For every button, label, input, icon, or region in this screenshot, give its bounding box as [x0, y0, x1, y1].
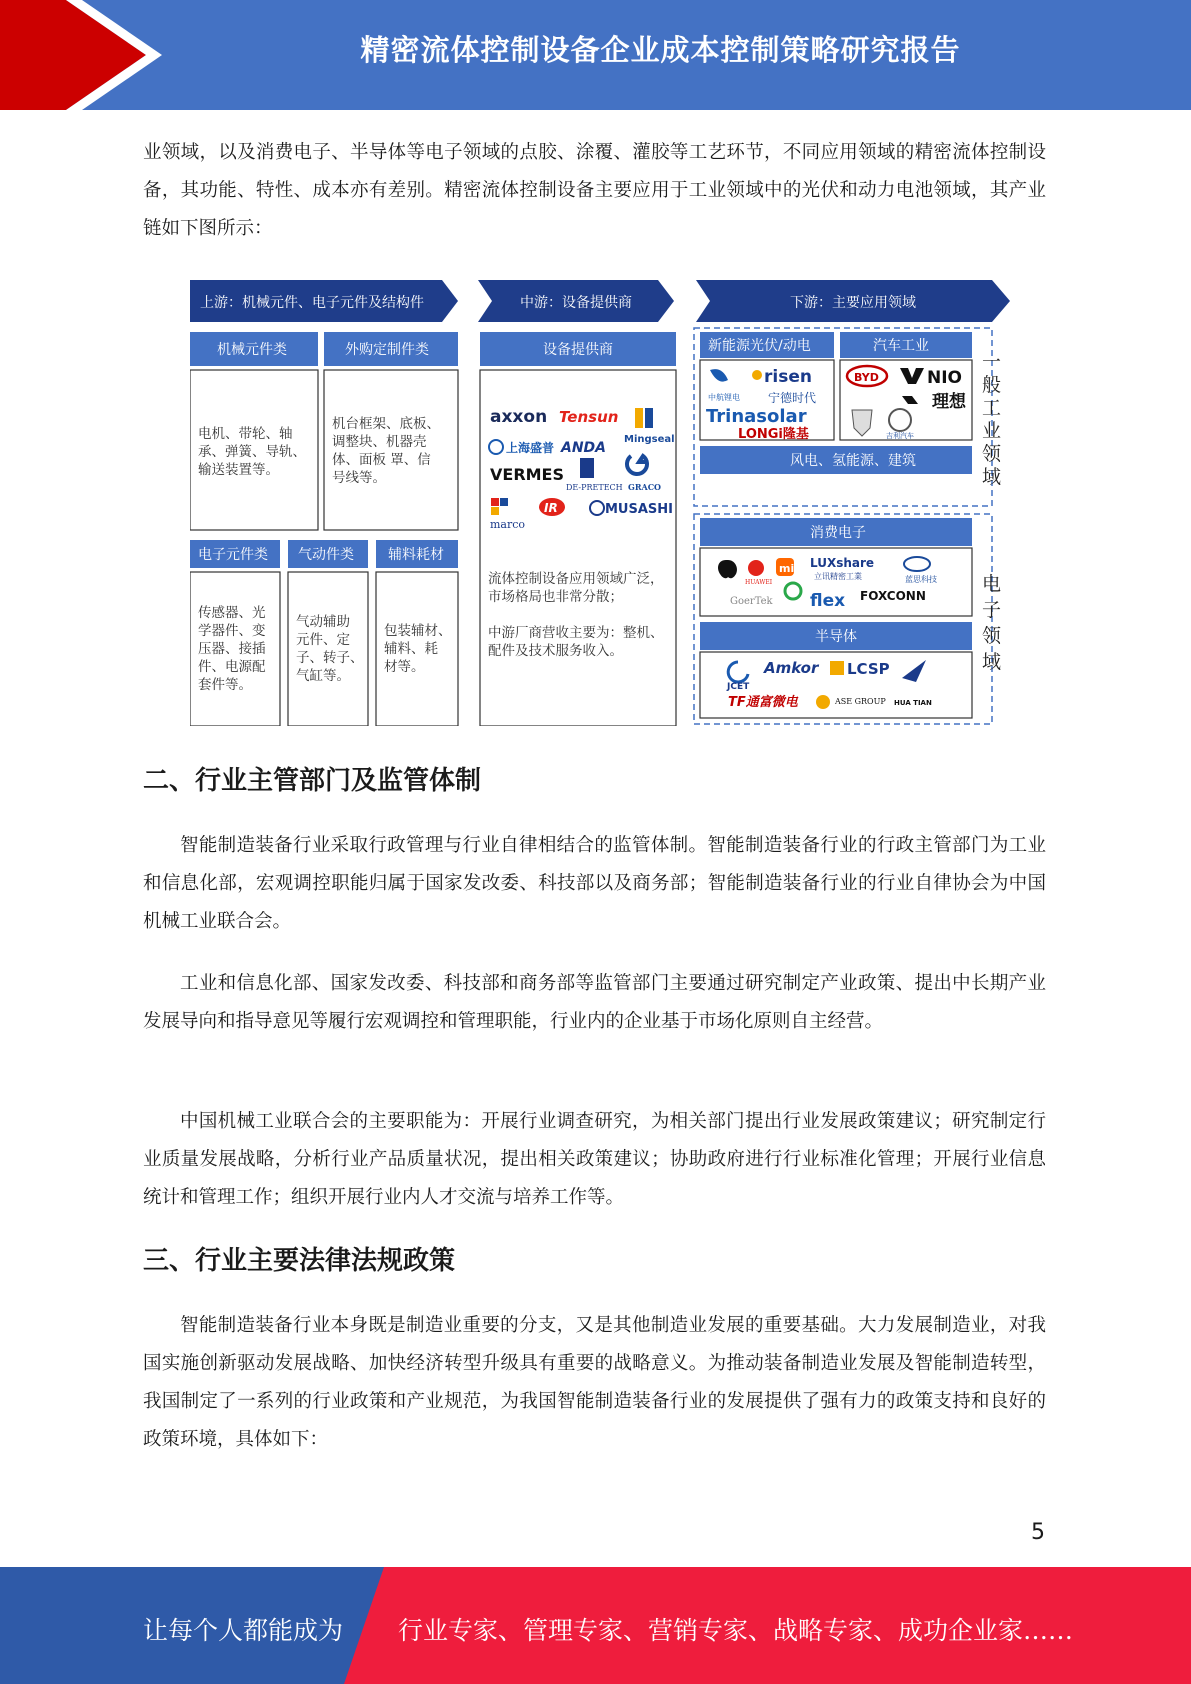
- supplier-heading: 设备提供商: [543, 342, 613, 358]
- auxiliary-materials-block: [376, 540, 458, 726]
- auxiliary-materials-line: 材等。: [384, 659, 425, 675]
- avic-lithium-logo: 中航锂电: [708, 393, 740, 402]
- lcsp-logo: LCSP: [847, 660, 890, 678]
- auto-heading: 汽车工业: [873, 338, 929, 354]
- flex-logo: flex: [810, 591, 846, 611]
- intro-paragraph: 业领域，以及消费电子、半导体等电子领域的点胶、涂覆、灌胶等工艺环节，不同应用领域的精密流体控制设备，其功能、特性、成本亦有差别。精密流体控制设备主要应用于工业领域中的光伏和动力电池领域，其产业链如下图所示：: [143, 142, 1046, 239]
- amkor-logo: Amkor: [764, 659, 819, 677]
- electronic-parts-block: [190, 540, 280, 726]
- huawei-logo: HUAWEI: [745, 579, 773, 586]
- general-industry-group: [694, 328, 992, 506]
- section3-paragraph-1: 智能制造装备行业本身既是制造业重要的分支，又是其他制造业发展的重要基础。大力发展制造业，对我国实施创新驱动发展战略、加快经济转型升级具有重要的战略意义。为推动装备制造业发展及智能制造转型，我国制定了一系列的行业政策和产业规范，为我国智能制造装备行业的发展提供了强有力的政策支持和良好的政策环境，具体如下：: [143, 1315, 1046, 1450]
- longi-logo: LONGi隆基: [738, 427, 809, 442]
- outsourced-parts-line: 机台框架、底板、: [332, 416, 440, 432]
- foxconn-logo: FOXCONN: [860, 589, 926, 603]
- outsourced-parts-heading: 外购定制件类: [345, 342, 429, 358]
- electronic-parts-line: 件、电源配: [198, 659, 266, 675]
- section2-paragraph-3: 中国机械工业联合会的主要职能为：开展行业调查研究，为相关部门提出行业发展政策建议；研究制定行业质量发展战略，分析行业产品质量状况，提出相关政策建议；协助政府进行行业标准化管理；开展行业信息统计和管理工作；组织开展行业内人才交流与培养工作等。: [143, 1111, 1046, 1208]
- musashi-logo: MUSASHI: [605, 502, 673, 517]
- huawei-icon: [748, 560, 764, 576]
- wind-hydrogen-label: 风电、氢能源、建筑: [790, 453, 916, 469]
- pneumatic-parts-heading: 气动件类: [298, 547, 354, 563]
- lcsp-icon: [830, 661, 844, 675]
- li-auto-logo: 理想: [932, 392, 966, 412]
- goertek-logo: GoerTek: [730, 596, 773, 607]
- nio-logo: NIO: [927, 368, 963, 388]
- catl-logo: 宁德时代: [768, 391, 817, 405]
- supplier-block: [480, 332, 676, 726]
- page-footer: [0, 1567, 1191, 1684]
- marco-icon: [491, 507, 499, 515]
- outsourced-parts-block: [324, 332, 458, 530]
- pneumatic-parts-line: 元件、定: [296, 632, 350, 648]
- huatian-logo: HUA TIAN: [894, 699, 932, 707]
- general-industry-label-char: 一: [982, 351, 1002, 373]
- geely-logo: 吉利汽车: [886, 432, 914, 440]
- risen-icon: [752, 370, 762, 380]
- auxiliary-materials-line: 辅料、耗: [384, 641, 438, 657]
- pneumatic-parts-line: 气动辅助: [296, 614, 350, 630]
- anda-logo: ANDA: [561, 440, 607, 456]
- supplier-line: 市场格局也非常分散；: [488, 589, 623, 605]
- general-industry-label-char: 般: [982, 374, 1002, 396]
- general-industry-label-char: 领: [982, 443, 1002, 465]
- tongfu-logo: TF通富微电: [728, 695, 798, 710]
- ase-logo: ASE GROUP: [835, 697, 886, 706]
- section2-heading: 二、行业主管部门及监管体制: [143, 766, 482, 796]
- section3-heading: 三、行业主要法律法规政策: [143, 1246, 456, 1276]
- mingseal-logo: Mingseal: [624, 434, 675, 445]
- electronic-field-label-char: 域: [982, 651, 1002, 673]
- depretech-icon: [580, 458, 594, 478]
- footer-slogan-left: 让每个人都能成为: [143, 1616, 344, 1645]
- luxshare-logo: LUXshare: [810, 556, 875, 570]
- downstream-arrow: [696, 280, 1010, 322]
- electronic-parts-line: 传感器、光: [198, 605, 266, 621]
- graco-logo: GRACO: [628, 482, 662, 492]
- electronics-group: [694, 514, 992, 724]
- mech-parts-heading: 机械元件类: [217, 342, 287, 358]
- risen-logo: risen: [764, 367, 812, 387]
- general-industry-label-char: 业: [982, 420, 1002, 442]
- auxiliary-materials-heading: 辅料耗材: [388, 547, 444, 563]
- outsourced-parts-line: 号线等。: [332, 470, 386, 486]
- supplier-line: 中游厂商营收主要为：整机、: [488, 625, 664, 641]
- electronic-parts-line: 压器、接插: [198, 641, 266, 657]
- xiaomi-logo: mi: [779, 562, 795, 575]
- jcet-logo: JCET: [727, 682, 750, 692]
- section2-paragraph-1: 智能制造装备行业采取行政管理与行业自律相结合的监管体制。智能制造装备行业的行政主管部门为工业和信息化部，宏观调控职能归属于国家发改委、科技部以及商务部；智能制造装备行业的行业自律协会为中国机械工业联合会。: [143, 835, 1046, 932]
- marco-logo: marco: [490, 518, 526, 531]
- supplier-line: 流体控制设备应用领域广泛，: [488, 571, 664, 587]
- luxshare-cn-logo: 立讯精密工業: [814, 572, 862, 581]
- mech-parts-line: 承、弹簧、导轨、: [198, 444, 306, 460]
- electronic-parts-line: 套件等。: [198, 677, 252, 693]
- auxiliary-materials-line: 包装辅材、: [384, 623, 452, 639]
- depretech-logo: DE-PRETECH: [566, 483, 623, 492]
- pneumatic-parts-line: 气缸等。: [296, 668, 350, 684]
- pneumatic-parts-line: 子、转子、: [296, 650, 364, 666]
- ase-icon: [816, 695, 830, 709]
- marco-icon: [500, 498, 508, 506]
- mingseal-icon: [645, 408, 653, 428]
- semiconductor-heading: 半导体: [815, 629, 857, 645]
- byd-logo: BYD: [854, 371, 879, 384]
- electronic-field-label: [982, 573, 1002, 673]
- pv-battery-heading: 新能源光伏/动电: [708, 338, 811, 354]
- electronic-field-label-char: 子: [982, 599, 1002, 621]
- shanghai-shengpu-logo: 上海盛普: [506, 441, 555, 455]
- electronic-parts-line: 学器件、变: [198, 623, 266, 639]
- midstream-title: 中游：设备提供商: [520, 295, 632, 311]
- page-number: 5: [1031, 1520, 1045, 1545]
- outsourced-parts-line: 体、面板 罩、信: [332, 452, 431, 468]
- general-industry-label-char: 域: [982, 466, 1002, 488]
- upstream-title: 上游：机械元件、电子元件及结构件: [200, 295, 424, 311]
- electronic-field-label-char: 电: [982, 573, 1002, 595]
- mech-parts-block: [190, 332, 318, 530]
- marco-icon: [491, 498, 499, 506]
- electronic-field-label-char: 领: [982, 625, 1002, 647]
- general-industry-label: [982, 351, 1002, 488]
- supplier-line: 配件及技术服务收入。: [488, 643, 623, 659]
- page-header: [0, 0, 1191, 110]
- consumer-electronics-heading: 消费电子: [810, 525, 866, 541]
- pneumatic-parts-block: [288, 540, 368, 726]
- tensun-logo: Tensun: [559, 408, 619, 426]
- trinasolar-logo: Trinasolar: [706, 406, 807, 427]
- outsourced-parts-line: 调整块、机器壳: [332, 434, 427, 450]
- section2-paragraph-2: 工业和信息化部、国家发改委、科技部和商务部等监管部门主要通过研究制定产业政策、提出中长期产业发展导向和指导意见等履行宏观调控和管理职能，行业内的企业基于市场化原则自主经营。: [143, 973, 1046, 1032]
- report-title: 精密流体控制设备企业成本控制策略研究报告: [360, 33, 961, 67]
- midstream-arrow: [478, 280, 674, 322]
- general-industry-label-char: 工: [982, 397, 1002, 419]
- axxon-logo: axxon: [490, 407, 548, 427]
- footer-slogan-right: 行业专家、管理专家、营销专家、战略专家、成功企业家……: [398, 1616, 1074, 1645]
- upstream-arrow: [190, 280, 458, 322]
- mingseal-icon: [635, 408, 643, 428]
- vermes-logo: VERMES: [490, 465, 565, 484]
- industry-chain-diagram: [190, 278, 1012, 726]
- electronic-parts-heading: 电子元件类: [198, 547, 268, 563]
- mech-parts-line: 电机、带轮、轴: [198, 426, 293, 442]
- downstream-title: 下游：主要应用领域: [790, 295, 916, 311]
- ir-logo: IR: [544, 501, 558, 515]
- mech-parts-line: 输送装置等。: [198, 462, 279, 478]
- lens-tech-logo: 蓝思科技: [905, 575, 937, 584]
